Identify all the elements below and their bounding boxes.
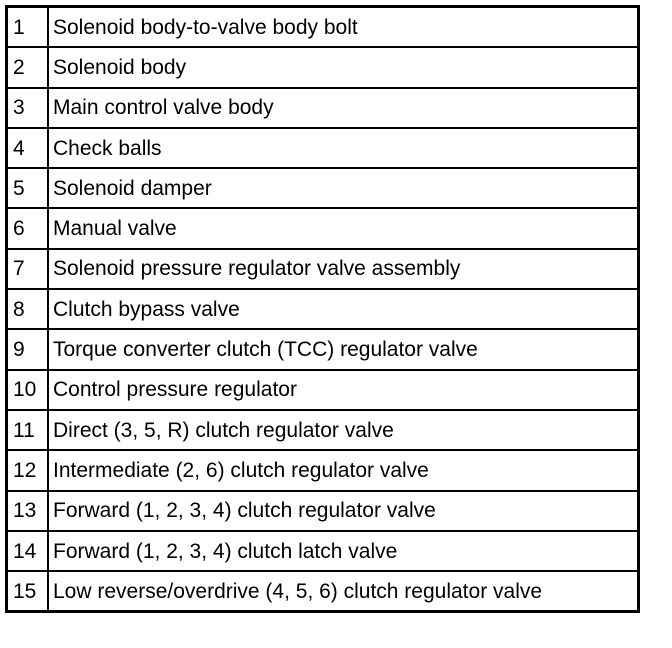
row-number: 2: [7, 47, 49, 87]
row-number: 10: [7, 370, 49, 410]
row-label: Solenoid body-to-valve body bolt: [48, 7, 639, 48]
row-label: Manual valve: [48, 208, 639, 248]
row-number: 14: [7, 531, 49, 571]
table-row: [7, 88, 639, 128]
table-row: [7, 450, 639, 490]
row-label: Main control valve body: [48, 88, 639, 128]
table-row: [7, 571, 639, 612]
table-row: [7, 329, 639, 369]
row-number: 4: [7, 128, 49, 168]
row-number: 15: [7, 571, 49, 612]
row-number: 11: [7, 410, 49, 450]
row-number: 1: [7, 7, 49, 48]
row-number: 13: [7, 491, 49, 531]
row-label: Torque converter clutch (TCC) regulator valve: [48, 329, 639, 369]
row-label: Forward (1, 2, 3, 4) clutch regulator valve: [48, 491, 639, 531]
row-number: 8: [7, 289, 49, 329]
table-row: [7, 208, 639, 248]
table-row: [7, 249, 639, 289]
row-label: Solenoid damper: [48, 168, 639, 208]
table-row: [7, 491, 639, 531]
row-label: Clutch bypass valve: [48, 289, 639, 329]
table-row: [7, 168, 639, 208]
row-label: Control pressure regulator: [48, 370, 639, 410]
row-label: Solenoid body: [48, 47, 639, 87]
row-number: 5: [7, 168, 49, 208]
table-row: [7, 370, 639, 410]
row-number: 12: [7, 450, 49, 490]
row-label: Forward (1, 2, 3, 4) clutch latch valve: [48, 531, 639, 571]
table-row: [7, 7, 639, 48]
row-label: Solenoid pressure regulator valve assembly: [48, 249, 639, 289]
table-row: [7, 531, 639, 571]
table-row: [7, 128, 639, 168]
row-number: 3: [7, 88, 49, 128]
row-number: 6: [7, 208, 49, 248]
row-number: 9: [7, 329, 49, 369]
row-number: 7: [7, 249, 49, 289]
table-row: [7, 289, 639, 329]
row-label: Direct (3, 5, R) clutch regulator valve: [48, 410, 639, 450]
table-row: [7, 410, 639, 450]
row-label: Low reverse/overdrive (4, 5, 6) clutch regulator valve: [48, 571, 639, 612]
row-label: Check balls: [48, 128, 639, 168]
legend-table-body: [7, 7, 639, 612]
table-row: [7, 47, 639, 87]
legend-table: [5, 5, 640, 613]
row-label: Intermediate (2, 6) clutch regulator valve: [48, 450, 639, 490]
